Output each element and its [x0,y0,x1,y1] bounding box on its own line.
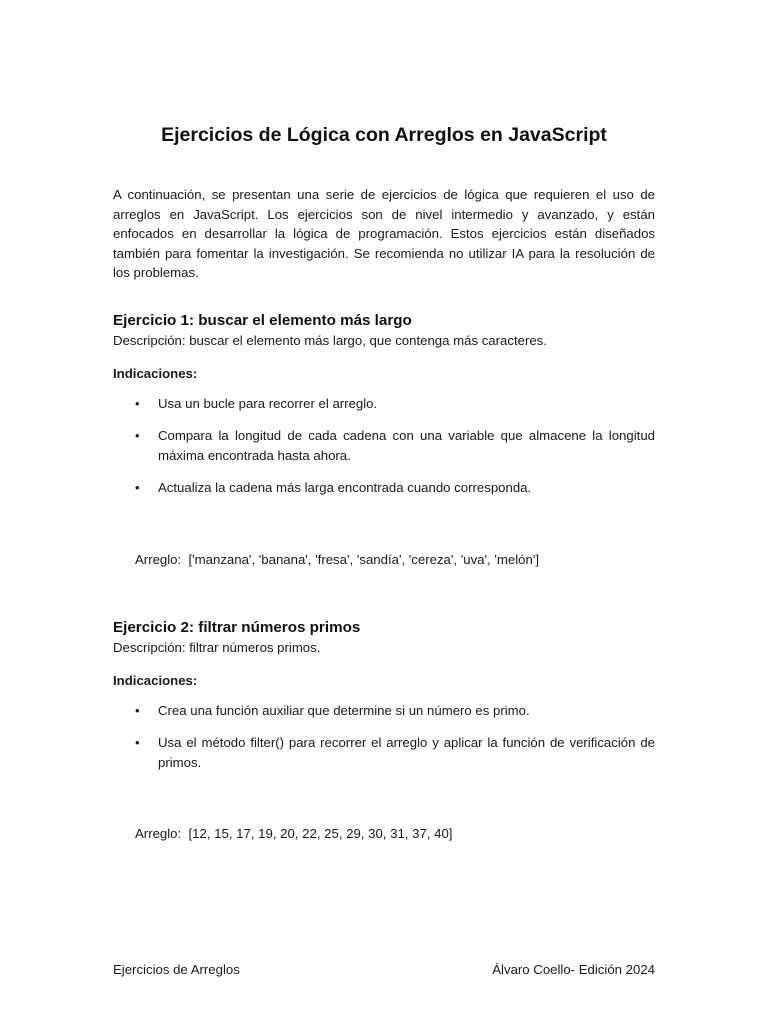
exercise-2-indications-list [113,701,655,773]
list-item-text: Compara la longitud de cada cadena con una variable que almacene la longitud máxima encontrada hasta ahora. [158,428,655,463]
exercise-2-section [113,617,655,785]
exercise-1-description: Descripción: buscar el elemento más largo, que contenga más caracteres. [113,333,547,348]
exercise-2-title: Ejercicio 2: filtrar números primos [113,619,361,636]
bullet-icon: • [135,428,140,443]
exercise-1-title: Ejercicio 1: buscar el elemento más largo [113,312,412,329]
footer-left-text: Ejercicios de Arreglos [113,962,240,977]
exercise-2-array: Arreglo: [12, 15, 17, 19, 20, 22, 25, 29, 30, 31, 37, 40] [135,826,453,841]
intro-paragraph: A continuación, se presentan una serie de ejercicios de lógica que requieren el uso de arreglos en JavaScript. Los ejercicios son de nivel intermedio y avanzado, y están enfocados en desarrollar la lógica de programación. Estos ejercicios están diseñados también para fomentar la investigación. Se recomienda no utilizar IA para la resolución de los problemas. [113,187,655,281]
exercise-2-indications-label: Indicaciones: [113,673,198,688]
exercise-2-description: Descripción: filtrar números primos. [113,640,321,655]
list-item-text: Crea una función auxiliar que determine si un número es primo. [158,703,530,718]
list-item-text: Usa el método filter() para recorrer el arreglo y aplicar la función de verificación de primos. [158,735,655,770]
footer-right-text: Álvaro Coello- Edición 2024 [492,962,655,977]
list-item [113,478,655,498]
list-item [113,701,655,721]
bullet-icon: • [135,703,140,718]
exercise-1-indications-list [113,394,655,498]
exercise-1-array: Arreglo: ['manzana', 'banana', 'fresa', 'sandía', 'cereza', 'uva', 'melón'] [135,552,539,567]
list-item-text: Usa un bucle para recorrer el arreglo. [158,396,378,411]
list-item [113,426,655,466]
list-item-text: Actualiza la cadena más larga encontrada cuando corresponda. [158,480,532,495]
bullet-icon: • [135,735,140,750]
page-title: Ejercicios de Lógica con Arreglos en JavaScript [161,124,607,146]
bullet-icon: • [135,480,140,495]
exercise-1-section [113,310,655,510]
bullet-icon: • [135,396,140,411]
list-item [113,733,655,773]
exercise-1-indications-label: Indicaciones: [113,366,198,381]
list-item [113,394,655,414]
